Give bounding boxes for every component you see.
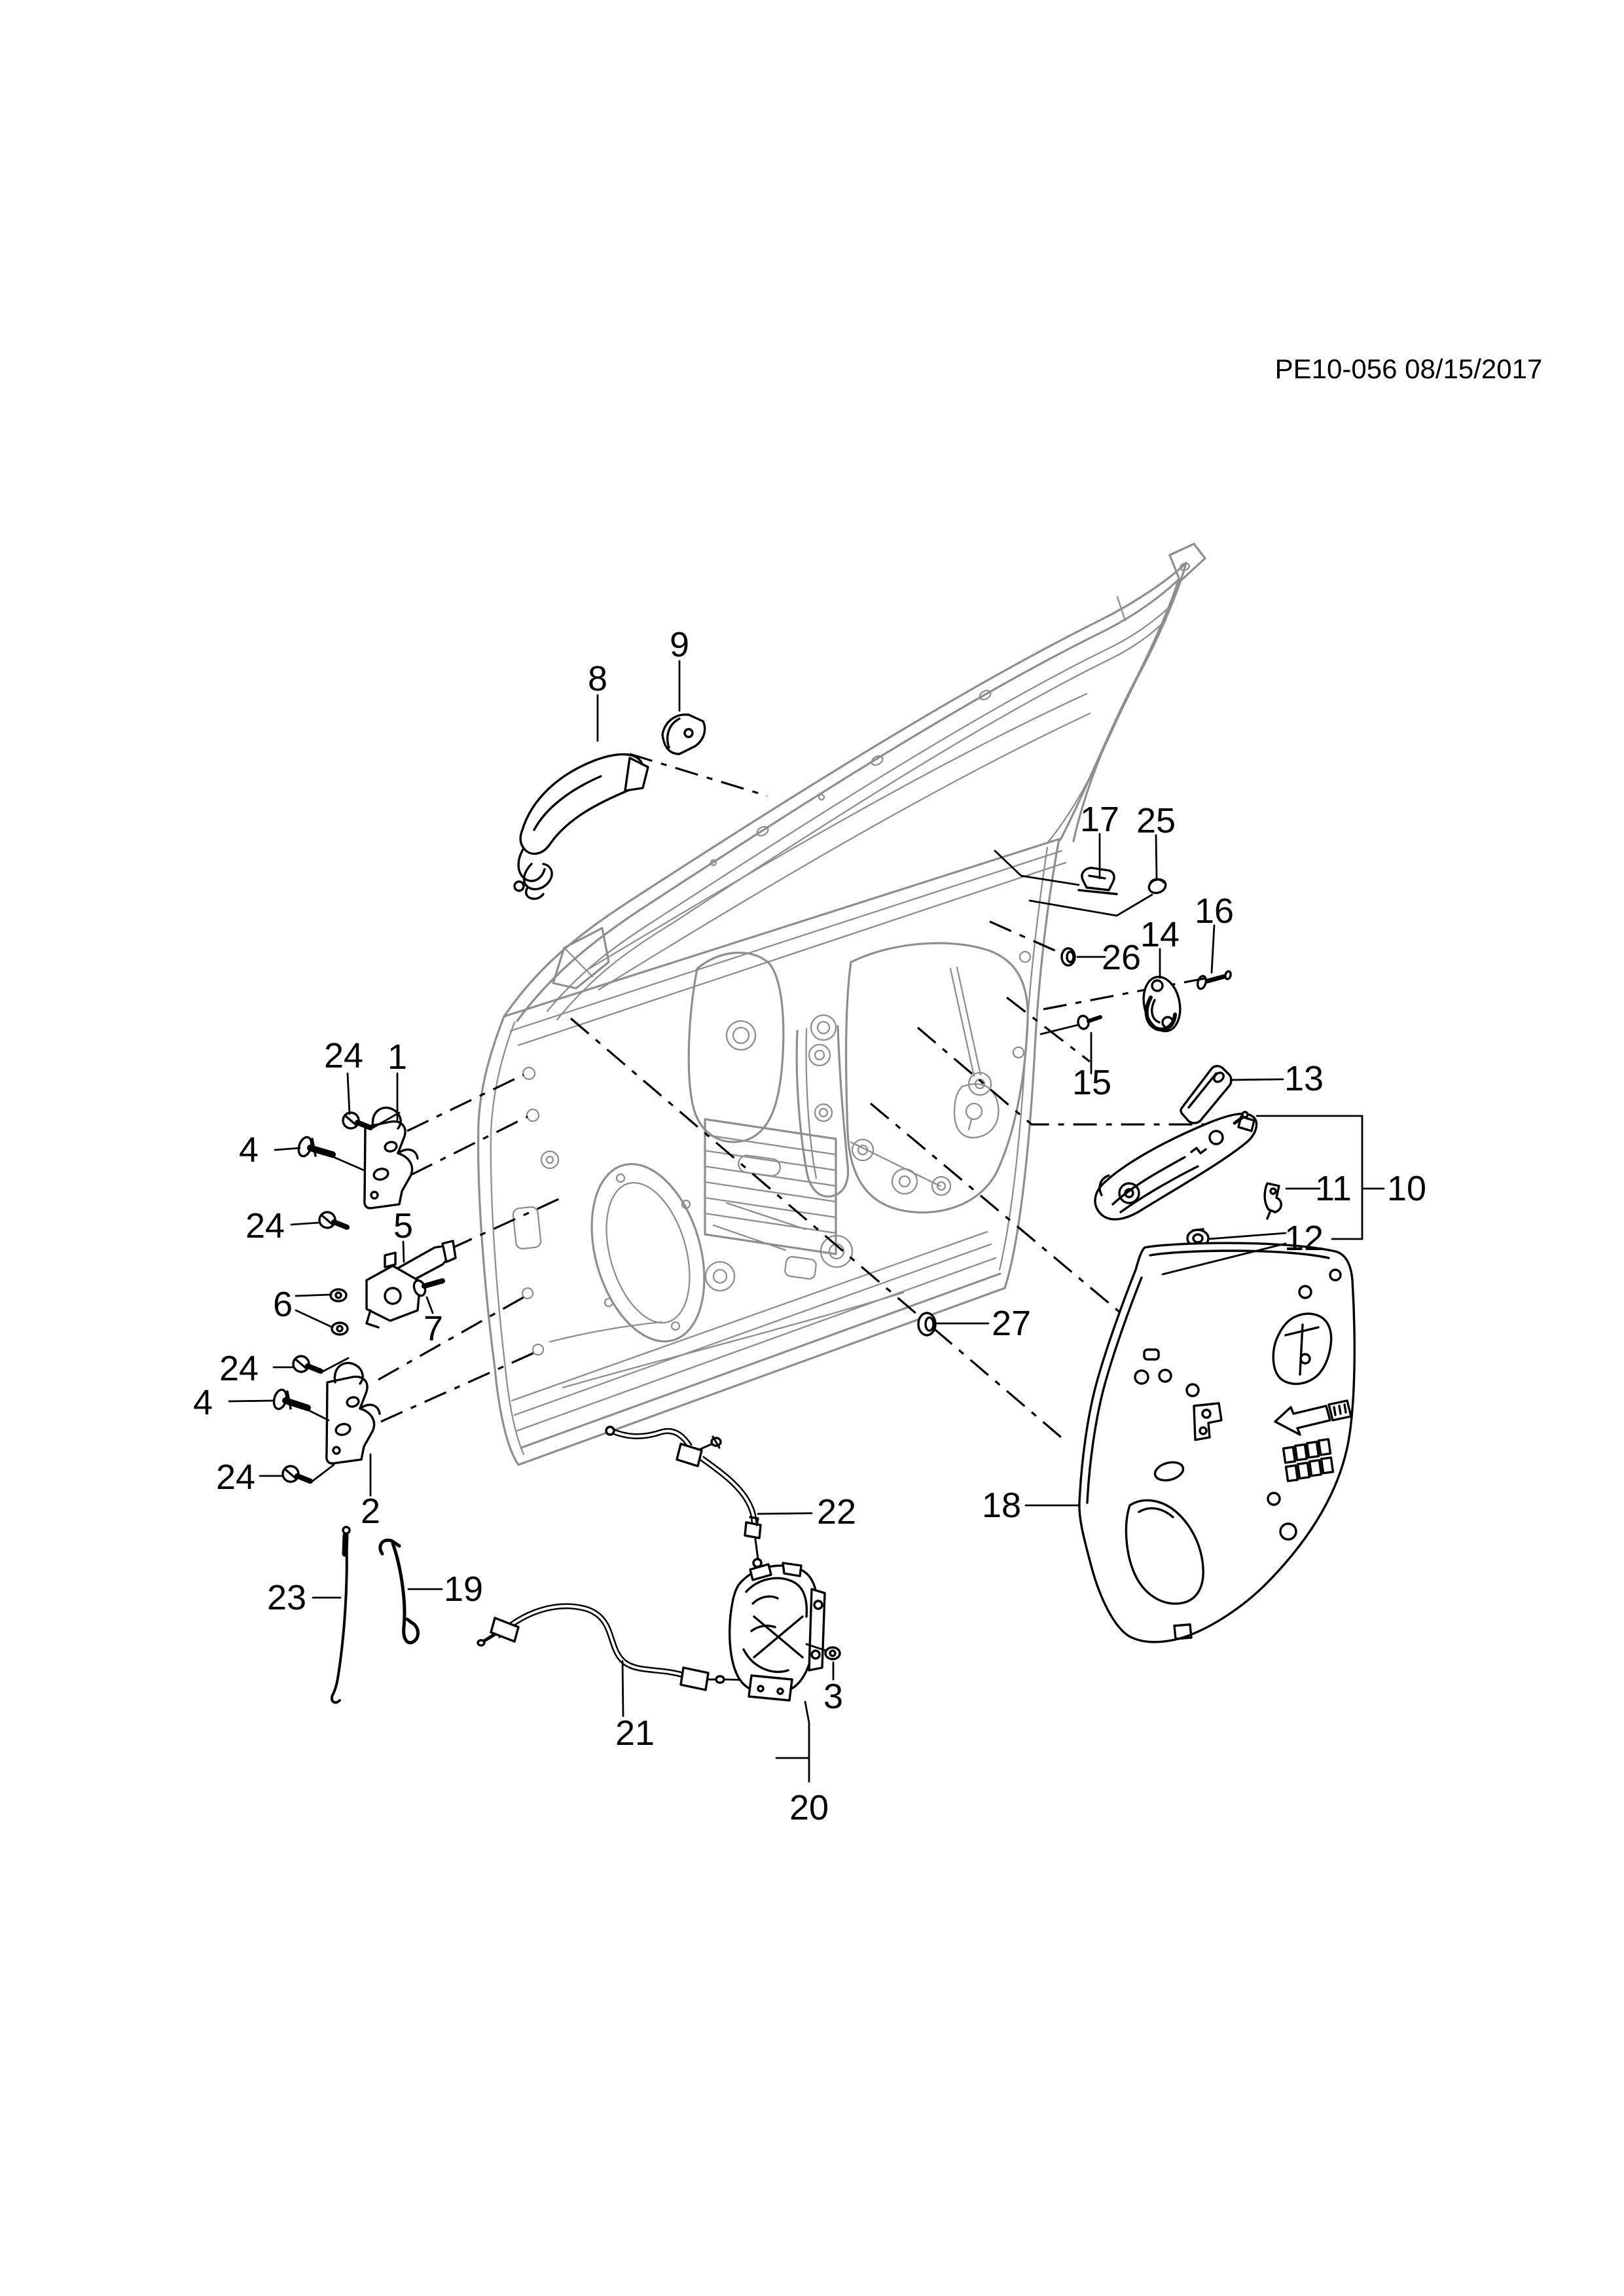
callout-5: 5 [393, 1206, 414, 1246]
hinge-screw-24c [293, 1356, 348, 1372]
hinge-screw-24b [319, 1212, 347, 1228]
check-strap-bolt [412, 1279, 442, 1297]
hinge-bolt-4a [297, 1136, 364, 1170]
callout-13: 13 [1284, 1059, 1324, 1098]
upper-door-hinge [365, 1107, 418, 1208]
handle-end-cap [662, 715, 705, 754]
hinge-bolt-4b [272, 1388, 329, 1420]
callout-2: 2 [360, 1492, 381, 1531]
callout-17: 17 [1079, 800, 1120, 839]
lower-door-hinge [327, 1363, 380, 1463]
outside-handle-cable [606, 1427, 761, 1585]
callout-19: 19 [443, 1570, 484, 1609]
handle-gasket-plate [1181, 1066, 1231, 1123]
callout-12: 12 [1284, 1219, 1324, 1258]
projection-carrier [918, 1028, 1215, 1124]
carrier-bolt [1077, 1015, 1100, 1030]
inside-lock-rod [380, 1540, 418, 1643]
callout-10: 10 [1386, 1169, 1427, 1208]
callout-4b: 4 [192, 1383, 213, 1422]
callout-9: 9 [669, 625, 690, 664]
projection-hinge1-a [407, 1075, 524, 1131]
callout-24d: 24 [215, 1458, 256, 1497]
callout-8: 8 [587, 659, 608, 698]
callout-7: 7 [423, 1309, 444, 1348]
callout-27: 27 [991, 1304, 1032, 1343]
callout-23: 23 [266, 1578, 307, 1617]
handle-carrier-bracket [1095, 1112, 1257, 1219]
projection-shield-b [871, 1103, 1121, 1313]
outer-door-handle [514, 755, 648, 899]
callout-4a: 4 [238, 1130, 259, 1170]
sealing-ring-26 [1062, 948, 1075, 965]
callout-20: 20 [789, 1788, 829, 1827]
projection-check-strap [450, 1198, 562, 1249]
striker-bolt [1197, 971, 1232, 990]
callout-24b: 24 [245, 1206, 285, 1246]
callout-16: 16 [1194, 891, 1235, 931]
projection-grommet26 [990, 922, 1060, 953]
projection-hinge2-b [381, 1352, 535, 1422]
hinge-screw-24d [283, 1465, 334, 1482]
callout-14: 14 [1140, 915, 1180, 954]
projection-hinge1-b [411, 1117, 528, 1175]
callout-21: 21 [615, 1713, 655, 1753]
lock-lever [1265, 1183, 1281, 1219]
callout-26: 26 [1101, 938, 1142, 977]
door-lock-assembly [730, 1563, 825, 1700]
callout-15: 15 [1072, 1063, 1112, 1102]
callout-22: 22 [816, 1492, 857, 1532]
inside-handle-cable [478, 1606, 757, 1690]
callout-11: 11 [1314, 1169, 1352, 1208]
water-deflector-shield [1079, 1243, 1354, 1642]
lock-rod [332, 1527, 350, 1702]
sealing-grommet [1147, 877, 1167, 895]
callout-25: 25 [1136, 801, 1176, 840]
projection-handle [630, 754, 767, 796]
callout-24a: 24 [323, 1036, 364, 1075]
callout-6: 6 [272, 1285, 293, 1324]
callout-24c: 24 [219, 1349, 259, 1388]
hole-plug-27 [918, 1313, 935, 1335]
door-lock-striker [1139, 973, 1185, 1034]
callout-1: 1 [387, 1037, 408, 1077]
callout-3: 3 [823, 1677, 844, 1716]
retainer-clip [1079, 868, 1117, 894]
projection-bolt15 [1007, 997, 1090, 1062]
callout-18: 18 [981, 1486, 1022, 1525]
figure-code: PE10-056 08/15/2017 [1274, 353, 1543, 384]
